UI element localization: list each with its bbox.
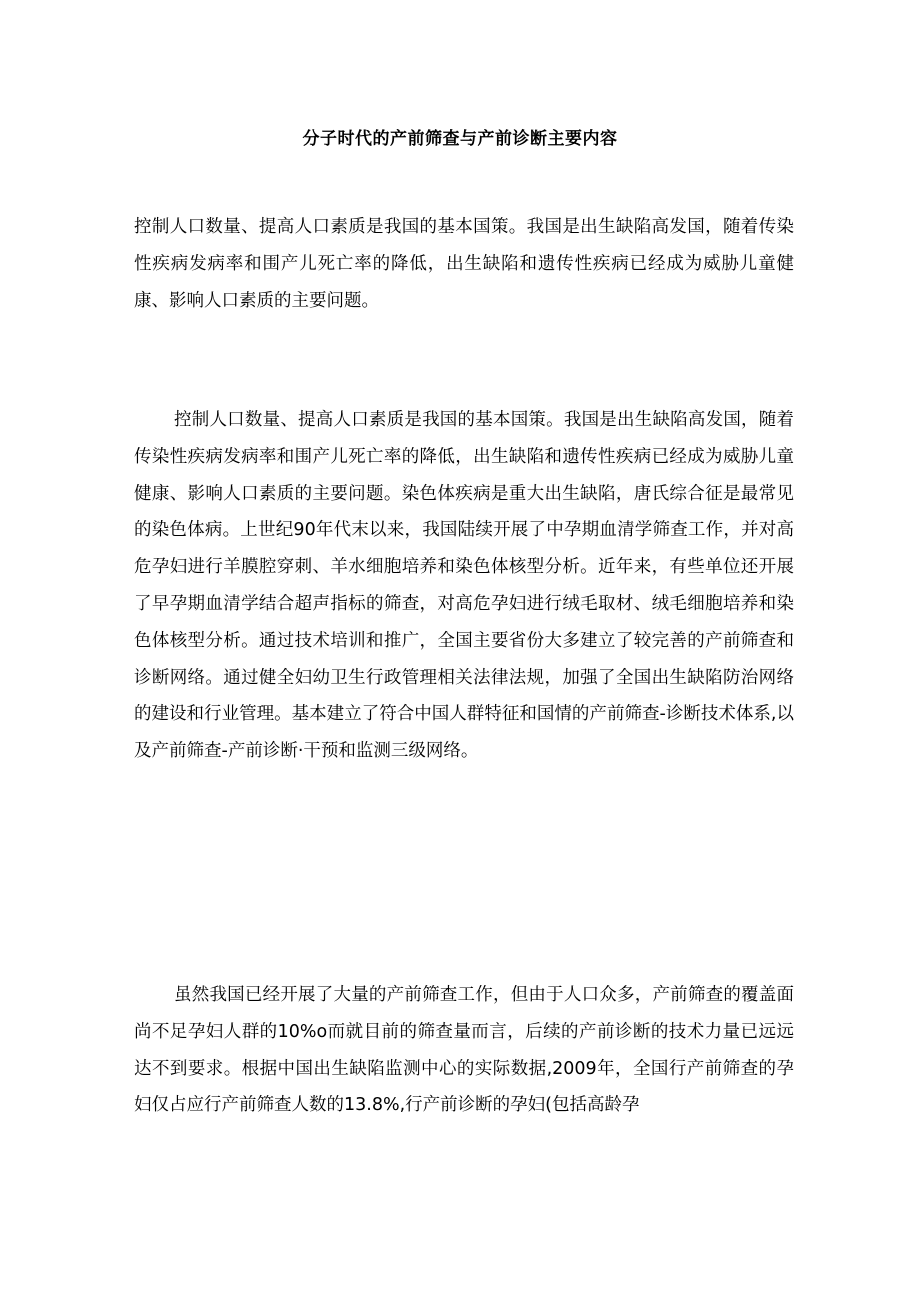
paragraph-background: 控制人口数量、提高人口素质是我国的基本国策。我国是出生缺陷高发国，随着传染性疾病发病率和围产儿死亡率的降低，出生缺陷和遗传性疾病已经成为威胁儿童健康、影响人口素质的主要问题。染色体疾病是重大出生缺陷，唐氏综合征是最常见的染色体病。上世纪90年代末以来，我国陆续开展了中孕期血清学筛查工作，并对高危孕妇进行羊膜腔穿刺、羊水细胞培养和染色体核型分析。近年来，有些单位还开展了早孕期血清学结合超声指标的筛查，对高危孕妇进行绒毛取材、绒毛细胞培养和染色体核型分析。通过技术培训和推广，全国主要省份大多建立了较完善的产前筛查和诊断网络。通过健全妇幼卫生行政管理相关法律法规，加强了全国出生缺陷防治网络的建设和行业管理。基本建立了符合中国人群特征和国情的产前筛查-诊断技术体系,以及产前筛查-产前诊断·干预和监测三级网络。 xyxy=(134,410,794,762)
document-title: 分子时代的产前筛查与产前诊断主要内容 xyxy=(302,129,618,149)
paragraph-intro: 控制人口数量、提高人口素质是我国的基本国策。我国是出生缺陷高发国，随着传染性疾病发病率和围产儿死亡率的降低，出生缺陷和遗传性疾病已经成为威胁儿童健康、影响人口素质的主要问题。 xyxy=(134,217,794,311)
paragraph-current-status: 虽然我国已经开展了大量的产前筛查工作，但由于人口众多，产前筛查的覆盖面尚不足孕妇人群的10%o而就目前的筛查量而言，后续的产前诊断的技术力量已远远达不到要求。根据中国出生缺陷监测中心的实际数据,2009年，全国行产前筛查的孕妇仅占应行产前筛查人数的13.8%,行产前诊断的孕妇(包括高龄孕 xyxy=(134,985,794,1116)
